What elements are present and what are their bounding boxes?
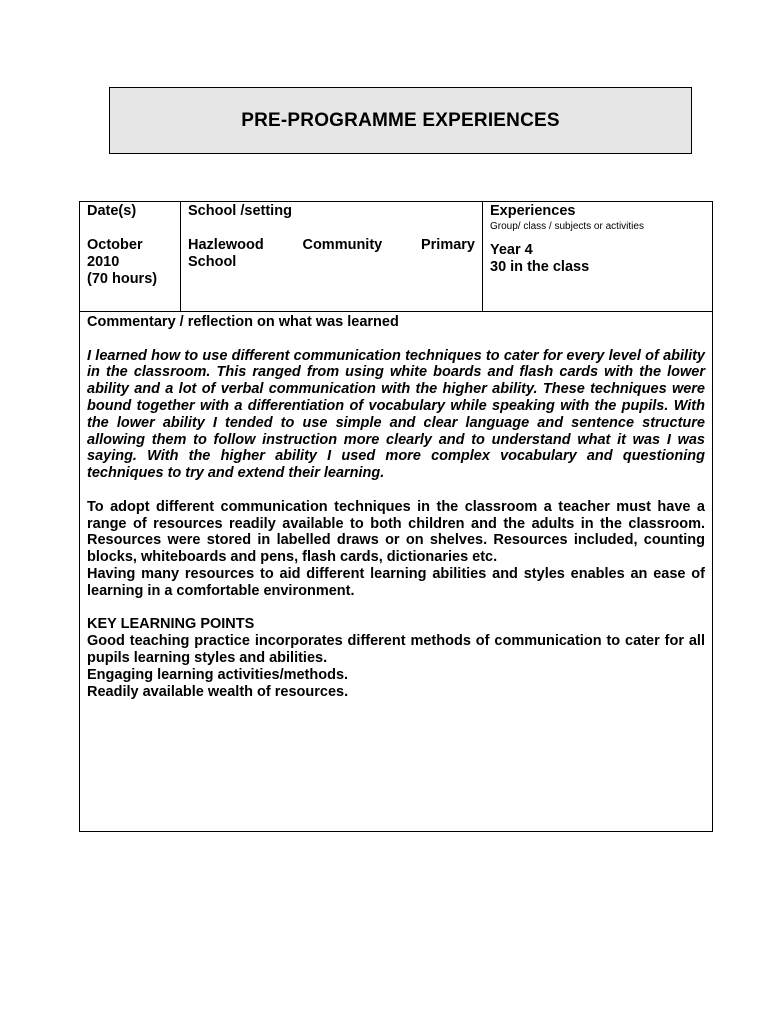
dates-value-line: October xyxy=(87,237,143,253)
experience-table xyxy=(79,201,713,832)
table-header-row xyxy=(80,202,712,312)
commentary-paragraph: To adopt different communication techniques in the classroom a teacher must have a range of resources readily available to both children and the adults in the classroom. Resources were stored in labelled draws or on shelves. Resources included, counting blocks, whiteboards and pens, flash cards, dictionaries etc. xyxy=(87,498,705,566)
page-title: PRE-PROGRAMME EXPERIENCES xyxy=(241,109,560,131)
commentary-heading: Commentary / reflection on what was learned xyxy=(87,314,399,330)
dates-cell xyxy=(80,202,181,311)
commentary-section xyxy=(80,312,712,700)
commentary-paragraph: Having many resources to aid different learning abilities and styles enables an ease of learning in a comfortable environment. xyxy=(87,565,705,599)
key-learning-point: Readily available wealth of resources. xyxy=(87,683,349,700)
experiences-hint: Group/ class / subjects or activities xyxy=(490,221,644,232)
dates-value-line: (70 hours) xyxy=(87,271,158,287)
commentary-paragraph: I learned how to use different communication techniques to cater for every level of ability in the classroom. This ranged from using white boards and flash cards with the lower ability and a lot of verbal communication with the higher ability. These techniques were bound together with a differentiation of vocabulary while speaking with the pupils. With the lower ability I tended to use simple and clear language and sentence structure allowing them to follow instruction more clearly and to understand what it was I was saying. With the higher ability I used more complex vocabulary and questioning techniques to try and extend their learning. xyxy=(87,347,705,482)
experiences-value-line: 30 in the class xyxy=(490,259,590,275)
key-learning-point: Engaging learning activities/methods. xyxy=(87,666,349,683)
dates-value-line: 2010 xyxy=(87,254,120,270)
school-value-line: School xyxy=(188,254,237,270)
school-label: School /setting xyxy=(188,203,292,219)
title-box xyxy=(109,87,692,154)
key-learning-point: Good teaching practice incorporates different methods of communication to cater for all pupils learning styles and abilities. xyxy=(87,633,705,666)
experiences-cell xyxy=(483,202,712,311)
experiences-label: Experiences xyxy=(490,203,576,219)
key-learning-heading: KEY LEARNING POINTS xyxy=(87,616,255,633)
school-value-line: Hazlewood Community Primary xyxy=(188,237,475,253)
school-cell xyxy=(181,202,483,311)
experiences-value-line: Year 4 xyxy=(490,242,533,258)
dates-label: Date(s) xyxy=(87,203,137,219)
